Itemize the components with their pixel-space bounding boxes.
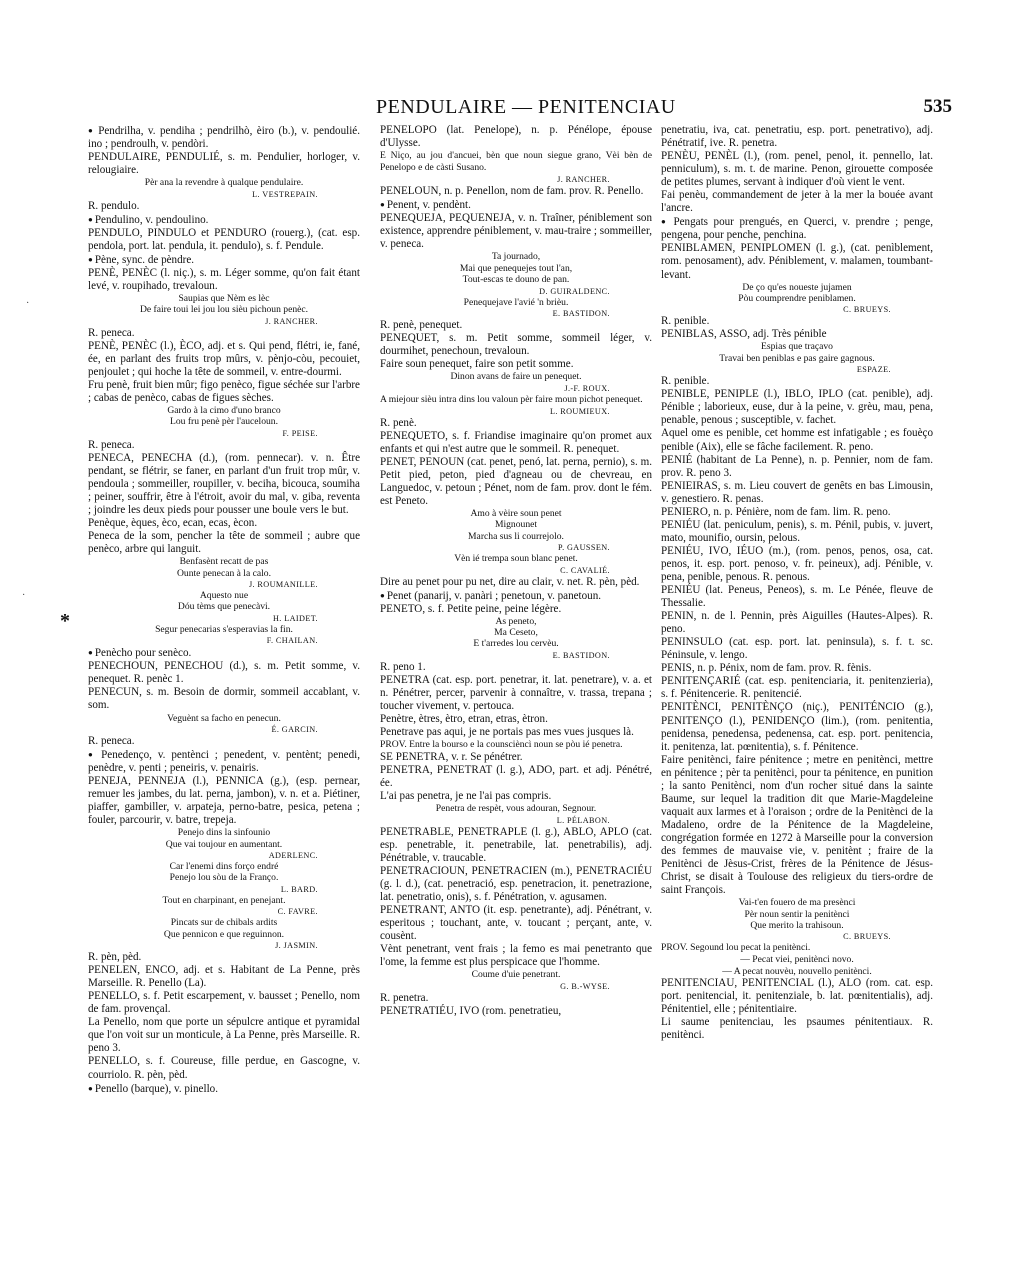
margin-speck: · bbox=[22, 590, 26, 601]
quotation-line: Que merito la trahisoun. bbox=[750, 919, 844, 931]
dictionary-entry: R. penible. bbox=[661, 375, 710, 388]
dictionary-entry: PENETRA (cat. esp. port. penetrar, it. lat. penetrare), v. a. et n. Pénétrer, percer, parvenir à connaître, v. trassa, trepana ; toucher vivement, v. pertouca. bbox=[380, 673, 652, 712]
quotation-line: E t'arredes lou cervèu. bbox=[473, 638, 559, 650]
dictionary-entry: PENDULAIRE, PENDULIÉ, s. m. Pendulier, horloger, v. relougiaire. bbox=[88, 151, 360, 177]
dictionary-entry: Li saume penitenciau, les psaumes pénitentiaux. R. penitènci. bbox=[661, 1016, 933, 1042]
bulleted-entry: ● Penècho pour senèco. bbox=[88, 646, 360, 660]
dictionary-entry: R. penible. bbox=[661, 315, 710, 328]
dictionary-entry: R. penè, penequet. bbox=[380, 318, 463, 331]
dictionary-entry: PENIÉ (habitant de La Penne), n. p. Pennier, nom de fam. prov. R. peno 3. bbox=[661, 453, 933, 479]
quotation-line: Ta journado, bbox=[491, 251, 541, 263]
quotation-line: Aquesto nue bbox=[199, 590, 249, 602]
small-text-line: PROV. Segound lou pecat la penitènci. bbox=[661, 942, 811, 954]
dictionary-entry: PENIBLE, PENIPLE (l.), IBLO, IPLO (cat. penible), adj. Pénible ; laborieux, euse, dur à la peine, v. grèu, mau, pena, penable, penous ; susceptible, v. fachet. bbox=[661, 388, 933, 427]
quotation-line: Amo à vèire soun penet bbox=[470, 507, 562, 519]
quotation-author: J. RANCHER. bbox=[265, 316, 318, 326]
dictionary-entry: PENELEN, ENCO, adj. et s. Habitant de La Penne, près Marseille. R. Penello (La). bbox=[88, 964, 360, 990]
quotation-author: L. VESTREPAIN. bbox=[252, 189, 318, 199]
dictionary-entry: Faire soun penequet, faire son petit somme. bbox=[380, 358, 574, 371]
small-text-line: PROV. Entre la bourso e la counscièncì noun se pòu ié penetra. bbox=[380, 739, 623, 751]
page-number: 535 bbox=[923, 96, 952, 117]
dictionary-entry: R. penetra. bbox=[380, 991, 429, 1004]
dictionary-entry: PENIN, n. de l. Pennin, près Aiguilles (Hautes-Alpes). R. peno. bbox=[661, 610, 933, 636]
quotation-line: — Pecat viei, penitènci novo. bbox=[740, 954, 854, 966]
dictionary-entry: PENÈU, PENÈL (l.), (rom. penel, penol, it. pennello, lat. penniculum), s. m. t. de marine. Penon, girouette composée de petites plumes, servant à indiquer d'où vient le vent. bbox=[661, 150, 933, 189]
quotation-line: Penejo dins la sinfounio bbox=[177, 827, 271, 839]
dictionary-entry: PENIS, n. p. Pénix, nom de fam. prov. R. fènis. bbox=[661, 662, 872, 675]
quotation-author: E. BASTIDON. bbox=[552, 308, 610, 318]
quotation-line: — A pecat nouvèu, nouvello penitènci. bbox=[722, 965, 872, 977]
quotation-author: J. RANCHER. bbox=[557, 175, 610, 185]
quotation-line: Benfasènt recatt de pas bbox=[179, 556, 269, 568]
dictionary-entry: PENIBLAS, ASSO, adj. Très pénible bbox=[661, 328, 827, 341]
quotation-author: É. GARCIN. bbox=[271, 724, 318, 734]
quotation-line: Vèn ié trempa soun blanc penet. bbox=[454, 553, 578, 565]
quotation-author: L. PÉLABON. bbox=[556, 815, 610, 825]
quotation-line: Ounte penecan à la calo. bbox=[176, 567, 272, 579]
bulleted-entry: ● Pendulino, v. pendoulino. bbox=[88, 213, 360, 227]
dictionary-entry: R. peneca. bbox=[88, 326, 135, 339]
quotation-line: Que vai toujour en aumentant. bbox=[165, 838, 283, 850]
dictionary-entry: PENETO, s. f. Petite peine, peine légère. bbox=[380, 602, 562, 615]
running-title: PENDULAIRE — PENITENCIAU bbox=[376, 96, 676, 118]
quotation-line: Que pennicon e que reguinnon. bbox=[163, 928, 285, 940]
dictionary-entry: Aquel ome es penible, cet homme est infatigable ; es fouèço penible (Aix), elle se fâche facilement. R. peno. bbox=[661, 427, 933, 453]
quotation-line: Car l'enemi dins forço endré bbox=[169, 861, 279, 873]
dictionary-entry: PENET, PENOUN (cat. penet, penó, lat. perna, pernio), s. m. Petit pied, peton, pied d'agneau ou de chevreau, en Languedoc, v. petoun ; Pénet, nom de fam. prov. dont le fém. est Peneto. bbox=[380, 455, 652, 507]
quotation-line: Pincats sur de chibals ardits bbox=[170, 917, 278, 929]
quotation-line: Marcha sus li courrejolo. bbox=[468, 530, 564, 542]
quotation-line: Espias que traçavo bbox=[761, 341, 833, 353]
quotation-author: C. CAVALIÉ. bbox=[560, 565, 610, 575]
margin-asterisk: * bbox=[60, 610, 70, 632]
bulleted-entry: ● Penedenço, v. pentènci ; penedent, v. pentènt; penedi, penèdre, v. penti ; peneiris, v. penairis. bbox=[88, 748, 360, 775]
dictionary-entry: PENÈ, PENÈC (l. niç.), s. m. Léger somme, qu'on fait étant levé, v. roupihado, trevaloun. bbox=[88, 266, 360, 292]
small-text-line: A miejour sièu intra dins lou valoun pèr faire moun pichot penequet. bbox=[380, 393, 643, 405]
dictionary-entry: SE PENETRA, v. r. Se pénétrer. bbox=[380, 751, 523, 764]
quotation-author: J. JASMIN. bbox=[275, 941, 318, 951]
quotation-line: De faire toui lei jou lou sièu pichoun penèc. bbox=[139, 304, 309, 316]
quotation-line: Vai-t'en fouero de ma presènci bbox=[738, 897, 856, 909]
dictionary-column-2 bbox=[380, 124, 652, 1018]
dictionary-entry: PENIÉU (lat. peniculum, penis), s. m. Pénil, pubis, v. juvert, mato, mounifio, oursin, pelous. bbox=[661, 518, 933, 544]
quotation-author: L. ROUMIEUX. bbox=[549, 406, 610, 416]
quotation-line: Gardo à la cimo d'uno branco bbox=[167, 405, 281, 417]
dictionary-entry: R. pendulo. bbox=[88, 199, 140, 212]
dictionary-entry: Penètre, ètres, ètro, etran, etras, ètron. bbox=[380, 713, 548, 726]
quotation-line: Penejo lou sòu de la Franço. bbox=[169, 872, 279, 884]
dictionary-entry: PENIEIRAS, s. m. Lieu couvert de genêts en bas Limousin, v. genestiero. R. penas. bbox=[661, 479, 933, 505]
quotation-line: Coume d'uie penetrant. bbox=[471, 969, 561, 981]
quotation-author: ADERLENC. bbox=[268, 851, 318, 861]
dictionary-entry: Dire au penet pour pu net, dire au clair, v. net. R. pèn, pèd. bbox=[380, 575, 640, 588]
bulleted-entry: ● Pengats pour prengués, en Querci, v. prendre ; penge, pengena, pour penche, penchina. bbox=[661, 215, 933, 242]
dictionary-entry: R. pèn, pèd. bbox=[88, 951, 142, 964]
dictionary-entry: PENELOPO (lat. Penelope), n. p. Pénélope, épouse d'Ulysse. bbox=[380, 124, 652, 150]
quotation-line: Saupias que Nèm es lèc bbox=[178, 292, 270, 304]
quotation-line: As peneto, bbox=[495, 615, 537, 627]
dictionary-entry: PENEJA, PENNEJA (l.), PENNICA (g.), (esp. pernear, remuer les jambes, du lat. perna, jambon), v. n. et a. Piétiner, piaffer, gambiller, v. arpateja, perno-batre, pesica, petena ; fouler, parcourir, v. batre, trepeja. bbox=[88, 775, 360, 827]
dictionary-column-3 bbox=[661, 124, 933, 1042]
dictionary-entry: R. peno 1. bbox=[380, 660, 426, 673]
dictionary-entry: PENEQUETO, s. f. Friandise imaginaire qu'on promet aux enfants et qui n'est autre que le sommeil. R. penequet. bbox=[380, 429, 652, 455]
quotation-author: E. BASTIDON. bbox=[552, 650, 610, 660]
quotation-author: L. BARD. bbox=[280, 884, 318, 894]
dictionary-entry: Fru penè, fruit bien mûr; figo penèco, figue séchée sur l'arbre ; cabas de penèco, cabas de figues sèches. bbox=[88, 378, 360, 404]
quotation-line: Penequejave l'avié 'n brièu. bbox=[463, 296, 569, 308]
bulleted-entry: ● Penet (panarij, v. panàri ; penetoun, v. panetoun. bbox=[380, 589, 652, 603]
dictionary-entry: PENIÉU, IVO, IÉUO (m.), (rom. penos, penos, osa, cat. penos, it. esp. port. penoso, v. fr. peineux), adj. Pénible, v. pena, penible, penous. R. penous. bbox=[661, 544, 933, 583]
quotation-author: F. CHAILAN. bbox=[266, 636, 318, 646]
quotation-author: G. B.-WYSE. bbox=[560, 981, 610, 991]
quotation-line: Penetra de respèt, vous adouran, Segnour. bbox=[435, 803, 597, 815]
quotation-line: Pòu coumprendre peniblamen. bbox=[738, 292, 856, 304]
quotation-author: J.-F. ROUX. bbox=[564, 383, 610, 393]
quotation-line: Lou fru penè pèr l'auceloun. bbox=[169, 416, 278, 428]
dictionary-entry: PENELOUN, n. p. Penellon, nom de fam. prov. R. Penello. bbox=[380, 185, 644, 198]
quotation-line: Mignounet bbox=[494, 519, 538, 531]
dictionary-entry: Penetrave pas aqui, je ne portais pas mes vues jusques là. bbox=[380, 726, 634, 739]
dictionary-entry: PENECUN, s. m. Besoin de dormir, sommeil accablant, v. som. bbox=[88, 686, 360, 712]
dictionary-entry: Faire penitènci, faire pénitence ; metre en penitènci, mettre en pénitence ; pèr ta penitènci, pour ta pénitence, en punition ; la santo Penitènci, nom d'un rocher situé dans la sainte Baume, sur lequel la tradition dit que Marie-Magdeleine vaquait aux larmes et à l'oraison ; ordre de la Penitènci de la Madaleno, ordre de la Pénitence de la Magdeleine, congrégation formée en 1272 à Marseille pour la conversion des femmes de mauvaise vie, v. penitènt ; fraire de la Penitènci de Jèsus-Crist, frères de la Pénitence de Jésus-Christ, se disait à Toulouse des religieux du tiers-ordre de saint François. bbox=[661, 753, 933, 897]
quotation-author: J. ROUMANILLE. bbox=[248, 580, 318, 590]
dictionary-entry: PENIERO, n. p. Pénière, nom de fam. lim. R. peno. bbox=[661, 505, 891, 518]
bulleted-entry: ● Pène, sync. de pèndre. bbox=[88, 253, 360, 267]
dictionary-entry: PENITÈNCI, PENITÈNÇO (niç.), PENITÉNCIO (g.), PENITENÇO (l.), PENIDENÇO (lim.), (rom. penitentia, penidensa, penedensa, pedenensa, cat. esp. port. penitencia, it. penitenza, lat. pœnitentia), s. f. Pénitence. bbox=[661, 701, 933, 753]
dictionary-entry: Fai penèu, commandement de jeter à la mer la bouée avant l'ancre. bbox=[661, 189, 933, 215]
quotation-line: Tout en charpinant, en penejant. bbox=[162, 894, 286, 906]
dictionary-entry: PENECHOUN, PENECHOU (d.), s. m. Petit somme, v. penequet. R. penèc 1. bbox=[88, 660, 360, 686]
dictionary-entry: PENINSULO (cat. esp. port. lat. peninsula), s. f. t. sc. Péninsule, v. lengo. bbox=[661, 636, 933, 662]
dictionary-column-1 bbox=[88, 124, 360, 1096]
quotation-author: C. BRUEYS. bbox=[843, 932, 891, 942]
quotation-line: Tout-escas te douno de pan. bbox=[462, 274, 570, 286]
quotation-line: Dinon avans de faire un penequet. bbox=[450, 371, 582, 383]
small-text-line: E Niço, au jou d'ancuei, bèn que noun siegue grano, Vèi bèn de Penelopo e de càsti Susano. bbox=[380, 150, 652, 174]
dictionary-entry: PENECA, PENECHA (d.), (rom. pennecar). v. n. Être pendant, se flétrir, se faner, en parlant d'un fruit trop mûr, v. pendoula ; sommeiller, roupiller, v. beciha, bicouca, soumiha ; peiner, souffrir, être à l'étroit, avoir du mal, v. giba, reventa ; joindre les deux pieds pour pousser une boule vers le but. bbox=[88, 451, 360, 517]
dictionary-entry: PENETRABLE, PENETRAPLE (l. g.), ABLO, APLO (cat. esp. penetrable, it. penetrabile, lat. penetrabilis), adj. Pénétrable, v. traucable. bbox=[380, 825, 652, 864]
quotation-line: Pèr noun sentir la penitènci bbox=[744, 908, 850, 920]
dictionary-entry: PENETRA, PENETRAT (l. g.), ADO, part. et adj. Pénétré, ée. bbox=[380, 764, 652, 790]
quotation-author: D. GUIRALDENC. bbox=[539, 286, 610, 296]
dictionary-entry: R. penè. bbox=[380, 416, 417, 429]
quotation-line: Travai ben peniblas e pas gaire gagnous. bbox=[719, 352, 875, 364]
quotation-line: Veguènt sa facho en penecun. bbox=[167, 712, 281, 724]
dictionary-entry: La Penello, nom que porte un sépulcre antique et pyramidal que l'on voit sur un monticule, à La Penne, près Marseille. R. peno 3. bbox=[88, 1016, 360, 1055]
dictionary-entry: R. peneca. bbox=[88, 438, 135, 451]
dictionary-entry: PENELLO, s. f. Coureuse, fille perdue, en Gascogne, v. courriolo. R. pèn, pèd. bbox=[88, 1055, 360, 1081]
bulleted-entry: ● Penello (barque), v. pinello. bbox=[88, 1082, 360, 1096]
quotation-author: C. BRUEYS. bbox=[843, 305, 891, 315]
dictionary-entry: PENETRATIÉU, IVO (rom. penetratieu, bbox=[380, 1004, 562, 1017]
quotation-line: Pèr ana la revendre à qualque pendulaire. bbox=[144, 177, 304, 189]
dictionary-entry: PENEQUET, s. m. Petit somme, sommeil léger, v. dourmihet, penechoun, trevaloun. bbox=[380, 332, 652, 358]
quotation-line: Segur penecarias s'esperavias la fin. bbox=[155, 623, 293, 635]
bulleted-entry: ● Penent, v. pendènt. bbox=[380, 198, 652, 212]
bulleted-entry: ● Pendrilha, v. pendiha ; pendrilhò, èiro (b.), v. pendoulié. ino ; pendroulh, v. pendòri. bbox=[88, 124, 360, 151]
dictionary-entry: PENITENÇARIÉ (cat. esp. penitenciaria, it. penitenzieria), s. f. Pénitencerie. R. penitencié. bbox=[661, 675, 933, 701]
dictionary-entry: PENETRACIOUN, PENETRACIEN (m.), PENETRACIÉU (g. l. d.), (cat. penetració, esp. penetracion, it. penetrazione, lat. penetratio, onis), s. f. Pénétration, v. agusamen. bbox=[380, 864, 652, 903]
dictionary-entry: PENITENCIAU, PENITENCIAL (l.), ALO (rom. cat. esp. port. penitencial, it. penitenziale, b. lat. pœnitentialis), adj. Pénitentiel, elle ; pénitentiaire. bbox=[661, 977, 933, 1016]
quotation-line: Mai que penequejes tout l'an, bbox=[459, 262, 573, 274]
quotation-author: P. GAUSSEN. bbox=[558, 543, 610, 553]
dictionary-entry: PENÈ, PENÈC (l.), ÈCO, adj. et s. Qui pend, flétri, ie, fané, ée, en parlant des fruits trop mûrs, v. pènjo-còu, pecouiet, penjoulet ; qui hoche la tête de sommeil, v. entre-dourmi. bbox=[88, 339, 360, 378]
quotation-author: C. FAVRE. bbox=[277, 907, 318, 917]
dictionary-entry: PENEQUEJA, PEQUENEJA, v. n. Traîner, péniblement son existence, apprendre péniblement, v. mau-traire ; sommeiller, v. peneca. bbox=[380, 212, 652, 251]
dictionary-entry: PENIÉU (lat. Peneus, Peneos), s. m. Le Pénée, fleuve de Thessalie. bbox=[661, 584, 933, 610]
quotation-author: H. LAIDET. bbox=[272, 613, 318, 623]
quotation-author: F. PEISE. bbox=[282, 428, 318, 438]
dictionary-entry: PENELLO, s. f. Petit escarpement, v. bausset ; Penello, nom de fam. provençal. bbox=[88, 990, 360, 1016]
dictionary-entry: Peneca de la som, pencher la tête de sommeil ; aubre que penèco, arbre qui languit. bbox=[88, 530, 360, 556]
dictionary-entry: R. peneca. bbox=[88, 734, 135, 747]
dictionary-entry: PENETRANT, ANTO (it. esp. penetrante), adj. Pénétrant, v. esperitous ; touchant, ante, v. toucant ; perçant, ante, v. cousènt. bbox=[380, 904, 652, 943]
margin-speck: · bbox=[26, 298, 30, 309]
dictionary-entry: Vènt penetrant, vent frais ; la femo es mai penetranto que l'ome, la femme est plus perspicace que l'homme. bbox=[380, 943, 652, 969]
quotation-author: ESPAZE. bbox=[856, 365, 891, 375]
dictionary-entry: Penèque, èques, èco, ecan, ecas, ècon. bbox=[88, 517, 258, 530]
dictionary-entry: L'ai pas penetra, je ne l'ai pas compris. bbox=[380, 790, 552, 803]
dictionary-entry: PENIBLAMEN, PENIPLOMEN (l. g.), (cat. penìblement, rom. penosament), adv. Péniblement, v. malamen, toumbant-levant. bbox=[661, 242, 933, 281]
page-header bbox=[86, 96, 956, 118]
dictionary-entry: PENDULO, PINDULO et PENDURO (rouerg.), (cat. esp. pendola, port. lat. pendula, it. pendulo), s. f. Pendule. bbox=[88, 226, 360, 252]
quotation-line: Ma Ceseto, bbox=[494, 627, 538, 639]
quotation-line: Dóu tèms que penecàvi. bbox=[177, 601, 271, 613]
dictionary-entry: penetratiu, iva, cat. penetratiu, esp. port. penetrativo), adj. Pénétratif, ive. R. penetra. bbox=[661, 124, 933, 150]
quotation-line: De ço qu'es noueste jujamen bbox=[742, 281, 852, 293]
